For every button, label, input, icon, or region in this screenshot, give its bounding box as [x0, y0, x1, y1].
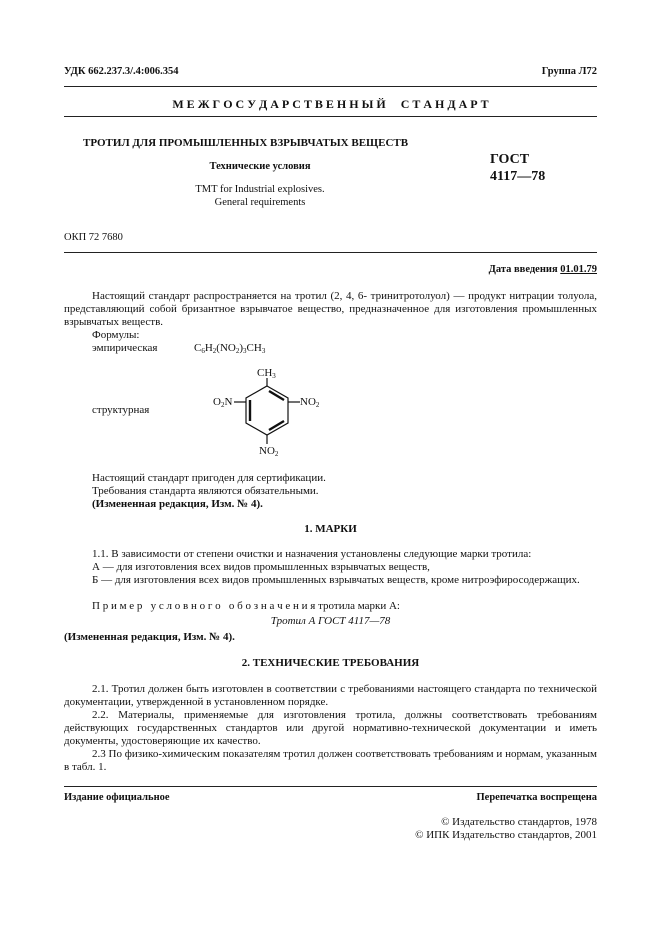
official-edition: Издание официальное: [64, 792, 170, 803]
empirical-formula: $C_6H_2(NO_2)_3CH_3$: [194, 342, 266, 355]
example-designation: Тротил А ГОСТ 4117—78: [270, 615, 391, 627]
example-spaced: П р и м е р у с л о в н о г о о б о з н а ч е н и я: [92, 600, 316, 612]
gost-label: ГОСТ: [490, 152, 530, 167]
okp-code: ОКП 72 7680: [64, 232, 123, 243]
benzene-ring-diagram: [230, 378, 305, 448]
mandatory-note: Требования стандарта являются обязательными.: [92, 485, 319, 497]
benzene-ring: [234, 378, 300, 444]
udk-code: УДК 662.237.3/.4:006.354: [64, 66, 179, 77]
amendment-note-1: (Измененная редакция, Изм. № 4).: [92, 498, 263, 510]
amendment-note-2: (Измененная редакция, Изм. № 4).: [64, 631, 235, 643]
document-title: ТРОТИЛ ДЛЯ ПРОМЫШЛЕННЫХ ВЗРЫВЧАТЫХ ВЕЩЕСТВ: [83, 137, 409, 149]
section-2-p1: 2.1. Тротил должен быть изготовлен в соответствии с требованиями настоящего стандарта по технической документации, утвержденной в установленном порядке.: [64, 683, 597, 708]
reprint-notice: Перепечатка воспрещена: [476, 792, 597, 803]
structure-right-group: $NO_2$: [300, 396, 320, 409]
gost-number: 4117—78: [490, 169, 546, 184]
section-2-p2: 2.2. Материалы, применяемые для изготовления тротила, должны соответствовать требованиям действующих государственных стандартов или другой нормативно-технической документации и иметь документы, удостоверяющие их качество.: [64, 709, 597, 747]
structure-top-group: $CH_3$: [257, 367, 276, 380]
english-title-line1: TMT for Industrial explosives.: [195, 184, 325, 195]
example-label: [92, 600, 400, 612]
double-bond-1: [269, 391, 284, 400]
footer-rule: [64, 786, 597, 787]
introduction-date-label: Дата введения: [488, 264, 558, 275]
copyright-1978: © Издательство стандартов, 1978: [441, 816, 597, 828]
group-code: Группа Л72: [541, 66, 597, 77]
section-2-heading: 2. ТЕХНИЧЕСКИЕ ТРЕБОВАНИЯ: [241, 657, 420, 669]
example-rest: тротила марки А:: [318, 600, 400, 612]
double-bond-3: [269, 421, 284, 430]
ring-hexagon: [246, 386, 288, 435]
copyright-2001: © ИПК Издательство стандартов, 2001: [415, 829, 597, 841]
introduction-date-value: 01.01.79: [560, 264, 597, 275]
structure-left-group: $O_2N$: [213, 396, 233, 409]
section-1-p2: А — для изготовления всех видов промышленных взрывчатых веществ,: [92, 561, 430, 573]
certification-note: Настоящий стандарт пригоден для сертификации.: [92, 472, 326, 484]
document-subtitle: Технические условия: [209, 161, 311, 172]
intro-paragraph: Настоящий стандарт распространяется на тротил (2, 4, 6- тринитротолуол) — продукт нитрации толуола, представляющий собой бризантное взрывчатое вещество, предназначенное для изготовления промышленных взрывчатых веществ.: [64, 290, 597, 328]
formulas-label: Формулы:: [92, 329, 140, 341]
section-1-p3: Б — для изготовления всех видов промышленных взрывчатых веществ, кроме нитроэфиросодержащих.: [92, 574, 580, 586]
title-rule: [64, 252, 597, 253]
structural-label: структурная: [92, 404, 150, 416]
english-title-line2: General requirements: [214, 197, 306, 208]
standard-banner: М Е Ж Г О С У Д А Р С Т В Е Н Н Ы Й С Т А Н Д А Р Т: [172, 97, 489, 111]
introduction-date: [489, 264, 597, 275]
structure-bottom-group: $NO_2$: [259, 445, 279, 458]
header-rule: [64, 86, 597, 87]
empirical-label: эмпирическая: [92, 342, 158, 354]
section-2-p3: 2.3 По физико-химическим показателям тротил должен соответствовать требованиям и нормам, указанным в табл. 1.: [64, 748, 597, 773]
section-1-heading: 1. МАРКИ: [304, 523, 357, 535]
banner-rule: [64, 116, 597, 117]
section-1-p1: 1.1. В зависимости от степени очистки и назначения установлены следующие марки тротила:: [92, 548, 532, 560]
